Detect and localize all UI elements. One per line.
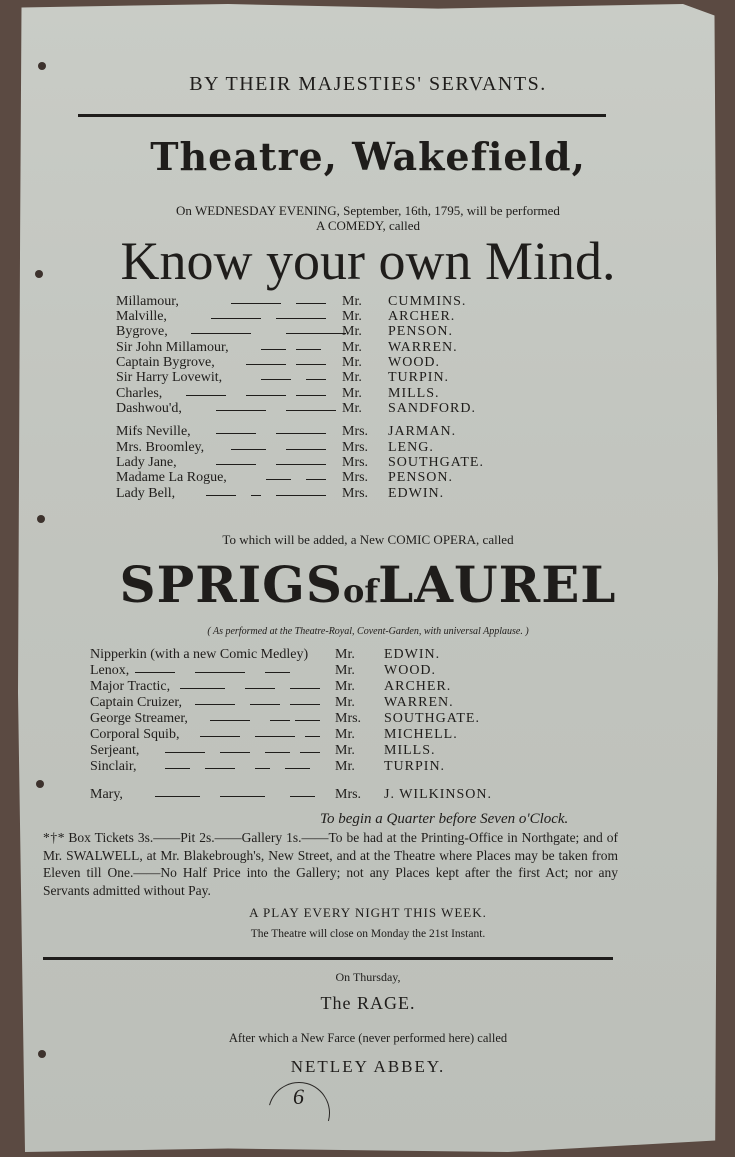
- cast-role: Sinclair,: [90, 759, 137, 774]
- cast-role: Corporal Squib,: [90, 727, 180, 742]
- cast-role: Bygrove,: [116, 324, 168, 339]
- cast-role: Serjeant,: [90, 743, 140, 758]
- next-farce-title: NETLEY ABBEY.: [290, 1057, 446, 1076]
- cast-dash: [210, 720, 250, 721]
- cast-dash: [220, 752, 250, 753]
- cast-actor: TURPIN.: [388, 370, 450, 385]
- play2-title-c: LAUREL: [378, 555, 617, 614]
- cast-title: Mr.: [342, 294, 362, 309]
- every-night-line: A PLAY EVERY NIGHT THIS WEEK.: [249, 905, 487, 920]
- cast-actor: WOOD.: [388, 355, 441, 370]
- cast-title: Mr.: [342, 309, 362, 324]
- theatre-heading: Theatre, Wakefield,: [150, 134, 586, 179]
- cast-dash: [276, 318, 326, 319]
- cast-dash: [231, 303, 281, 304]
- cast-dash: [246, 364, 286, 365]
- cast-dash: [251, 495, 261, 496]
- cast-dash: [296, 349, 321, 350]
- cast-dash: [286, 449, 326, 450]
- cast-actor: J. WILKINSON.: [384, 787, 493, 802]
- cast-dash: [206, 495, 236, 496]
- cast-dash: [191, 333, 251, 334]
- cast-dash: [296, 395, 326, 396]
- cast-actor: LENG.: [388, 440, 434, 455]
- cast-role: Malville,: [116, 309, 167, 324]
- added-line: To which will be added, a New COMIC OPERA, called: [222, 532, 514, 547]
- cast-actor: EDWIN.: [384, 647, 441, 662]
- next-play: The RAGE.: [320, 993, 416, 1013]
- cast-actor: EDWIN.: [388, 486, 445, 501]
- cast-role: Lenox,: [90, 663, 130, 678]
- cast-role: Sir John Millamour,: [116, 340, 229, 355]
- cast-title: Mr.: [342, 370, 362, 385]
- cast-dash: [165, 752, 205, 753]
- cast-dash: [255, 768, 270, 769]
- cast-actor: ARCHER.: [384, 679, 452, 694]
- cast-title: Mr.: [342, 355, 362, 370]
- cast-title: Mrs.: [342, 486, 369, 501]
- cast-dash: [276, 433, 326, 434]
- cast-title: Mrs.: [335, 711, 362, 726]
- cast-dash: [216, 464, 256, 465]
- cast-dash: [295, 720, 320, 721]
- cast-role: Lady Bell,: [116, 486, 176, 501]
- cast-dash: [276, 495, 326, 496]
- cast-dash: [276, 464, 326, 465]
- cast-dash: [306, 479, 326, 480]
- cast-actor: MILLS.: [384, 743, 436, 758]
- cast-actor: MILLS.: [388, 386, 440, 401]
- bottom-rule: [43, 957, 613, 960]
- cast-dash: [220, 796, 265, 797]
- cast-title: Mr.: [342, 340, 362, 355]
- binding-hole: [37, 515, 45, 523]
- announcement: [18, 203, 718, 233]
- play2-title: [18, 555, 718, 614]
- cast-role: Nipperkin (with a new Comic Medley): [90, 647, 309, 662]
- play2-title-b: of: [342, 572, 379, 610]
- cast-role: Major Tractic,: [90, 679, 171, 694]
- cast-dash: [300, 752, 320, 753]
- cast-actor: PENSON.: [388, 470, 453, 485]
- cast-title: Mr.: [335, 727, 355, 742]
- cast-actor: TURPIN.: [384, 759, 446, 774]
- cast-dash: [165, 768, 190, 769]
- cast-dash: [266, 479, 291, 480]
- cast-role: Madame La Rogue,: [116, 470, 227, 485]
- cast-role: Dashwou'd,: [116, 401, 182, 416]
- cast-title: Mr.: [335, 759, 355, 774]
- cast-title: Mrs.: [342, 424, 369, 439]
- binding-hole: [38, 62, 46, 70]
- cast-title: Mr.: [342, 401, 362, 416]
- next-day: On Thursday,: [335, 970, 401, 984]
- cast-role: Captain Bygrove,: [116, 355, 215, 370]
- cast-dash: [216, 410, 266, 411]
- cast-role: Mifs Neville,: [116, 424, 191, 439]
- cast-dash: [180, 688, 225, 689]
- performed-note: ( As performed at the Theatre-Royal, Covent-Garden, with universal Applause. ): [207, 626, 529, 637]
- cast-title: Mrs.: [342, 455, 369, 470]
- cast-actor: WOOD.: [384, 663, 437, 678]
- page-number: 6: [293, 1084, 304, 1109]
- cast-title: Mr.: [335, 647, 355, 662]
- cast-actor: ARCHER.: [388, 309, 456, 324]
- cast-title: Mrs.: [342, 440, 369, 455]
- cast-role: Charles,: [116, 386, 163, 401]
- cast-actor: SOUTHGATE.: [388, 455, 484, 470]
- cast-role: Lady Jane,: [116, 455, 177, 470]
- cast-dash: [245, 688, 275, 689]
- cast-dash: [265, 752, 290, 753]
- closing-line: The Theatre will close on Monday the 21st Instant.: [250, 928, 486, 940]
- cast-dash: [265, 672, 290, 673]
- cast-actor: SANDFORD.: [388, 401, 476, 416]
- cast-title: Mr.: [335, 743, 355, 758]
- announcement-line2: A COMEDY, called: [315, 218, 421, 233]
- cast-role: Millamour,: [116, 294, 179, 309]
- cast-actor: JARMAN.: [388, 424, 457, 439]
- ticket-info: *†* Box Tickets 3s.——Pit 2s.——Gallery 1s.——To be had at the Printing-Office in Northgate; and of Mr. SWALWELL, at Mr. Blakebrough's, New Street, and at the Theatre where Places may be taken from Eleven till One.——No Half Price into the Gallery; not any Places kept after the first Act; nor any Servants admitted without Pay.: [43, 830, 618, 898]
- cast-actor: SOUTHGATE.: [384, 711, 480, 726]
- cast-title: Mr.: [342, 324, 362, 339]
- cast-title: Mr.: [342, 386, 362, 401]
- cast-dash: [290, 688, 320, 689]
- cast-dash: [290, 796, 315, 797]
- cast-actor: WARREN.: [388, 340, 458, 355]
- cast-dash: [290, 704, 320, 705]
- cast-title: Mr.: [335, 663, 355, 678]
- top-rule: [78, 114, 606, 117]
- cast-dash: [195, 704, 235, 705]
- cast-dash: [296, 364, 326, 365]
- cast-title: Mrs.: [335, 787, 362, 802]
- cast-dash: [135, 672, 175, 673]
- cast-dash: [155, 796, 200, 797]
- cast-dash: [305, 736, 320, 737]
- cast-dash: [286, 410, 336, 411]
- cast-dash: [195, 672, 245, 673]
- cast-role: Mary,: [90, 787, 123, 802]
- cast-dash: [261, 349, 286, 350]
- cast-dash: [285, 768, 310, 769]
- cast-dash: [270, 720, 290, 721]
- cast-dash: [250, 704, 280, 705]
- cast-actor: CUMMINS.: [388, 294, 467, 309]
- servants-heading: BY THEIR MAJESTIES' SERVANTS.: [189, 73, 547, 95]
- cast-dash: [200, 736, 240, 737]
- cast-title: Mr.: [335, 695, 355, 710]
- cast-role: Sir Harry Lovewit,: [116, 370, 223, 385]
- cast-actor: WARREN.: [384, 695, 454, 710]
- begin-time: To begin a Quarter before Seven o'Clock.: [320, 811, 569, 827]
- cast-title: Mr.: [335, 679, 355, 694]
- cast-dash: [261, 379, 291, 380]
- cast-dash: [205, 768, 235, 769]
- next-farce: After which a New Farce (never performed here) called: [228, 1031, 508, 1045]
- cast-dash: [231, 449, 266, 450]
- cast-role: Captain Cruizer,: [90, 695, 182, 710]
- cast-dash: [286, 333, 346, 334]
- cast-dash: [246, 395, 286, 396]
- cast-dash: [306, 379, 326, 380]
- play1-title: Know your own Mind.: [120, 231, 616, 291]
- cast-actor: MICHELL.: [384, 727, 458, 742]
- cast-dash: [211, 318, 261, 319]
- cast-dash: [216, 433, 256, 434]
- cast-role: Mrs. Broomley,: [116, 440, 205, 455]
- cast-dash: [296, 303, 326, 304]
- cast-role: George Streamer,: [90, 711, 188, 726]
- binding-hole: [36, 780, 44, 788]
- cast-dash: [255, 736, 295, 737]
- cast-dash: [186, 395, 226, 396]
- cast-actor: PENSON.: [388, 324, 453, 339]
- announcement-line1: On WEDNESDAY EVENING, September, 16th, 1795, will be performed: [176, 203, 560, 218]
- cast-title: Mrs.: [342, 470, 369, 485]
- play2-title-a: SPRIGS: [119, 555, 343, 614]
